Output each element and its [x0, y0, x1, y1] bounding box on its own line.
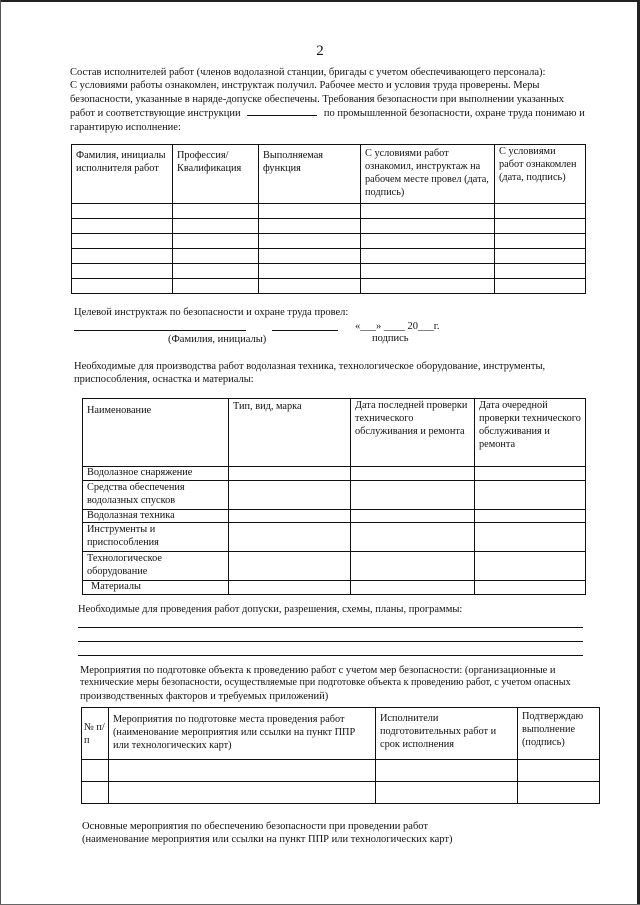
table-cell[interactable]: [495, 279, 586, 294]
equipment-intro-line-1: Необходимые для производства работ водолазная техника, технологическое оборудование, инструменты,: [74, 361, 546, 372]
equipment-header-next-check: Дата очередной проверки технического обслуживания и ремонта: [475, 399, 586, 467]
equipment-row-label: Инструменты и приспособления: [83, 523, 229, 552]
table-cell[interactable]: [173, 279, 259, 294]
table-row: [82, 760, 600, 782]
table-cell[interactable]: [475, 467, 586, 481]
crew-ack-line-3: [70, 106, 590, 120]
table-cell[interactable]: [376, 760, 518, 782]
table-cell[interactable]: [72, 219, 173, 234]
crew-table-header: [72, 145, 586, 204]
briefing-text: Целевой инструктаж по безопасности и охране труда провел:: [74, 307, 349, 318]
table-row: [72, 249, 586, 264]
crew-ack-line-1: С условиями работы ознакомлен, инструктаж получил. Рабочее место и условия труда проверены. Меры: [70, 80, 540, 92]
measures-header-number: № п/п: [82, 708, 109, 760]
table-cell[interactable]: [495, 264, 586, 279]
briefing-date[interactable]: «___» ____ 20___г.: [355, 321, 440, 332]
table-cell[interactable]: [173, 234, 259, 249]
equipment-row-label: Водолазное снаряжение: [83, 467, 229, 481]
table-cell[interactable]: [229, 480, 351, 509]
table-row: [83, 480, 586, 509]
table-cell[interactable]: [475, 509, 586, 523]
table-cell[interactable]: [475, 580, 586, 594]
permits-line[interactable]: [78, 655, 583, 656]
table-cell[interactable]: [229, 523, 351, 552]
measures-intro-line-1: Мероприятия по подготовке объекта к проведению работ с учетом мер безопасности: (организационные и: [80, 665, 556, 676]
table-cell[interactable]: [259, 204, 361, 219]
crew-table: [71, 144, 586, 294]
table-cell[interactable]: [495, 204, 586, 219]
permits-line[interactable]: [78, 641, 583, 642]
table-cell[interactable]: [259, 249, 361, 264]
table-cell[interactable]: [173, 204, 259, 219]
equipment-row-label: Водолазная техника: [83, 509, 229, 523]
equipment-row-label: Материалы: [83, 580, 229, 594]
crew-header-profession: Профессия/ Квалификация: [173, 145, 259, 204]
table-cell[interactable]: [259, 279, 361, 294]
equipment-header-name: Наименование: [83, 399, 229, 467]
permits-text: Необходимые для проведения работ допуски, разрешения, схемы, планы, программы:: [78, 604, 463, 615]
table-row: [72, 264, 586, 279]
briefing-caption-name: (Фамилия, инициалы): [168, 334, 267, 345]
table-row: [83, 580, 586, 594]
equipment-intro-line-2: приспособления, оснастка и материалы:: [74, 374, 254, 386]
crew-header-name: Фамилия, инициалы исполнителя работ: [72, 145, 173, 204]
table-cell[interactable]: [173, 249, 259, 264]
equipment-intro: [74, 360, 594, 387]
table-row: [72, 204, 586, 219]
scan-border-top: [0, 0, 640, 2]
table-cell[interactable]: [259, 264, 361, 279]
table-row: [83, 467, 586, 481]
measures-header-activity: Мероприятия по подготовке места проведения работ (наименование мероприятия или ссылки на пункт ППР или технологических карт): [109, 708, 376, 760]
table-row: [83, 552, 586, 581]
table-cell[interactable]: [495, 234, 586, 249]
table-cell[interactable]: [495, 249, 586, 264]
table-cell[interactable]: [72, 204, 173, 219]
measures-intro-line-2: технические меры безопасности, осуществляемые при подготовке объекта к проведению работ, с учетом опасных: [80, 677, 571, 689]
equipment-row-label: Средства обеспечения водолазных спусков: [83, 480, 229, 509]
table-cell[interactable]: [518, 760, 600, 782]
table-cell[interactable]: [361, 249, 495, 264]
equipment-table: [82, 398, 586, 595]
table-cell[interactable]: [351, 580, 475, 594]
measures-table: [81, 707, 600, 804]
briefing-caption-sign: подпись: [372, 333, 409, 344]
crew-ack-line-3b: по промышленной безопасности, охране труда понимаю и: [323, 108, 585, 120]
table-cell[interactable]: [351, 523, 475, 552]
table-row: [72, 219, 586, 234]
scan-border-left: [0, 0, 1, 905]
main-measures: [82, 820, 602, 847]
table-cell[interactable]: [376, 782, 518, 804]
permits-line[interactable]: [78, 627, 583, 628]
table-cell[interactable]: [475, 523, 586, 552]
table-cell[interactable]: [351, 509, 475, 523]
table-cell[interactable]: [361, 279, 495, 294]
table-cell[interactable]: [229, 552, 351, 581]
table-cell[interactable]: [109, 782, 376, 804]
equipment-table-header: [83, 399, 586, 467]
crew-ack-line-3a: работ и соответствующие инструкции: [70, 108, 241, 120]
main-measures-line-1: Основные мероприятия по обеспечению безопасности при проведении работ: [82, 821, 428, 832]
table-cell[interactable]: [229, 509, 351, 523]
crew-section-text: [70, 66, 590, 134]
measures-intro-line-3: производственных факторов и требуемых приложений): [80, 691, 329, 703]
table-row: [72, 234, 586, 249]
table-cell[interactable]: [495, 219, 586, 234]
table-cell[interactable]: [259, 219, 361, 234]
instruction-blank[interactable]: [247, 106, 317, 116]
table-cell[interactable]: [361, 234, 495, 249]
equipment-row-label: Технологическое оборудование: [83, 552, 229, 581]
measures-header-executors: Исполнители подготовительных работ и срок исполнения: [376, 708, 518, 760]
measures-header-confirm: Подтверждаю выполнение (подпись): [518, 708, 600, 760]
table-cell[interactable]: [475, 552, 586, 581]
table-cell[interactable]: [82, 760, 109, 782]
briefing-name-line[interactable]: [74, 330, 246, 331]
table-cell[interactable]: [475, 480, 586, 509]
table-cell[interactable]: [518, 782, 600, 804]
table-cell[interactable]: [173, 219, 259, 234]
crew-ack-line-2: безопасности, указанные в наряде-допуске обеспечены. Требования безопасности при выполнении указанных: [70, 93, 565, 105]
table-row: [83, 523, 586, 552]
table-cell[interactable]: [361, 204, 495, 219]
table-cell[interactable]: [351, 552, 475, 581]
measures-table-header: [82, 708, 600, 760]
table-cell[interactable]: [259, 234, 361, 249]
measures-intro: [80, 664, 600, 704]
crew-header-instructed: С условиями работ ознакомил, инструктаж на рабочем месте провел (дата, подпись): [361, 145, 495, 204]
table-cell[interactable]: [173, 264, 259, 279]
crew-intro: Состав исполнителей работ (членов водолазной станции, бригады с учетом обеспечивающего персонала):: [70, 67, 546, 78]
table-cell[interactable]: [82, 782, 109, 804]
table-cell[interactable]: [361, 219, 495, 234]
table-cell[interactable]: [109, 760, 376, 782]
main-measures-line-2: (наименование мероприятия или ссылки на пункт ППР или технологических карт): [82, 834, 453, 846]
briefing-sign-line[interactable]: [272, 330, 338, 331]
table-cell[interactable]: [361, 264, 495, 279]
crew-ack-line-4: гарантирую исполнение:: [70, 121, 181, 133]
table-cell[interactable]: [72, 234, 173, 249]
table-cell[interactable]: [351, 480, 475, 509]
table-row: [72, 279, 586, 294]
table-cell[interactable]: [229, 580, 351, 594]
table-cell[interactable]: [72, 249, 173, 264]
page-number: 2: [316, 43, 324, 59]
table-cell[interactable]: [229, 467, 351, 481]
crew-header-acknowledged: С условиями работ ознакомлен (дата, подпись): [495, 145, 586, 204]
crew-header-function: Выполняемая функция: [259, 145, 361, 204]
table-cell[interactable]: [351, 467, 475, 481]
table-cell[interactable]: [72, 279, 173, 294]
table-row: [82, 782, 600, 804]
table-cell[interactable]: [72, 264, 173, 279]
table-row: [83, 509, 586, 523]
equipment-header-type: Тип, вид, марка: [229, 399, 351, 467]
equipment-header-last-check: Дата последней проверки технического обслуживания и ремонта: [351, 399, 475, 467]
